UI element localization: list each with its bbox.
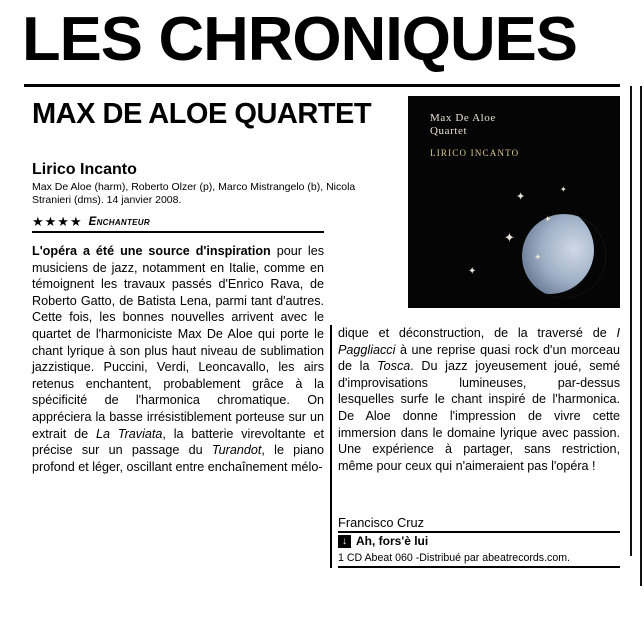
cover-artist-line2: Quartet [430,125,468,137]
footer-divider [338,566,620,568]
download-arrow-icon: ↓ [338,535,351,548]
rating-divider [32,231,324,233]
author-byline: Francisco Cruz [338,515,425,530]
review-right-text-3: . Du jazz joyeusement joué, semé d'improvisations lumineuses, par-dessus lesquelles surfe le chant inspiré de l'harmonica. De Aloe donne l'impression de vivre cette immersion dans le domaine lyrique avec passion. Une expérience à partager, sans restriction, même pour ceux qui n'aimeraient pas l'opéra ! [338,359,620,473]
featured-track-label: Ah, fors'è lui [356,534,429,548]
page-title: LES CHRONIQUES [22,5,577,74]
release-info: 1 CD Abeat 060 -Distribué par abeatrecords.com. [338,552,571,564]
byline-divider [338,531,620,533]
review-right-italic-1: I Paggliacci [338,326,620,357]
column-divider [330,325,332,568]
review-right-text-1: dique et déconstruction, de la traversé de [338,326,617,340]
star-icon: ✦ [560,185,567,194]
review-body-right-column [338,325,620,474]
cover-artist-text [430,112,496,138]
album-title: Lirico Incanto [32,161,137,178]
review-left-text-3: , le piano profond et léger, oscillant entre enchaînement mélo- [32,443,324,474]
review-left-italic-2: Turandot [211,443,262,458]
star-rating-icon: ★★★★ [32,214,83,229]
header-divider [24,84,620,87]
star-icon: ✦ [468,266,477,277]
review-left-text-1: pour les musiciens de jazz, notamment en Italie, comme en témoignent les travaux passés d'Enrico Rava, de Roberto Gatto, de Batista Lena, parmi tant d'autres. Cette fois, les bonnes nouvelles arrivent avec le quartet de l'harmoniciste Max De Aloe qui porte le chant lyrique à son plus haut niveau de sublimation jazzistique. Puccini, Verdi, Leoncavallo, les airs retenus enchantent, probablement grâce à la spécificité de l'harmonica chromatique. On appréciera la basse irrésistiblement porteuse sur un extrait de [32,244,324,441]
page-edge-line-2 [640,86,642,586]
cover-album-text: LIRICO INCANTO [430,148,520,158]
star-icon: ✦ [544,214,552,224]
album-cover-art [408,96,620,308]
review-right-italic-2: Tosca [377,359,411,374]
review-body-left-column [32,243,324,475]
rating-row [32,215,150,228]
featured-track-row [338,534,428,548]
page-edge-line-1 [630,86,632,556]
review-right-text-2: à une reprise quasi rock d'un morceau de la [338,342,620,374]
artist-name: MAX DE ALOE QUARTET [32,98,372,130]
star-icon: ✦ [516,191,526,203]
rating-label: Enchanteur [88,215,150,228]
star-icon: ✦ [534,252,542,262]
review-left-italic-1: La Traviata [95,426,163,441]
personnel-credits: Max De Aloe (harm), Roberto Olzer (p), Marco Mistrangelo (b), Nicola Stranieri (dms). 14 janvier 2008. [32,181,356,206]
review-left-text-2: , la batterie virevoltante et précise sur un passage du [32,426,324,458]
star-icon: ✦ [504,230,515,245]
review-lead-in: L'opéra a été une source d'inspiration [32,244,271,258]
cover-artist-line1: Max De Aloe [430,112,496,124]
